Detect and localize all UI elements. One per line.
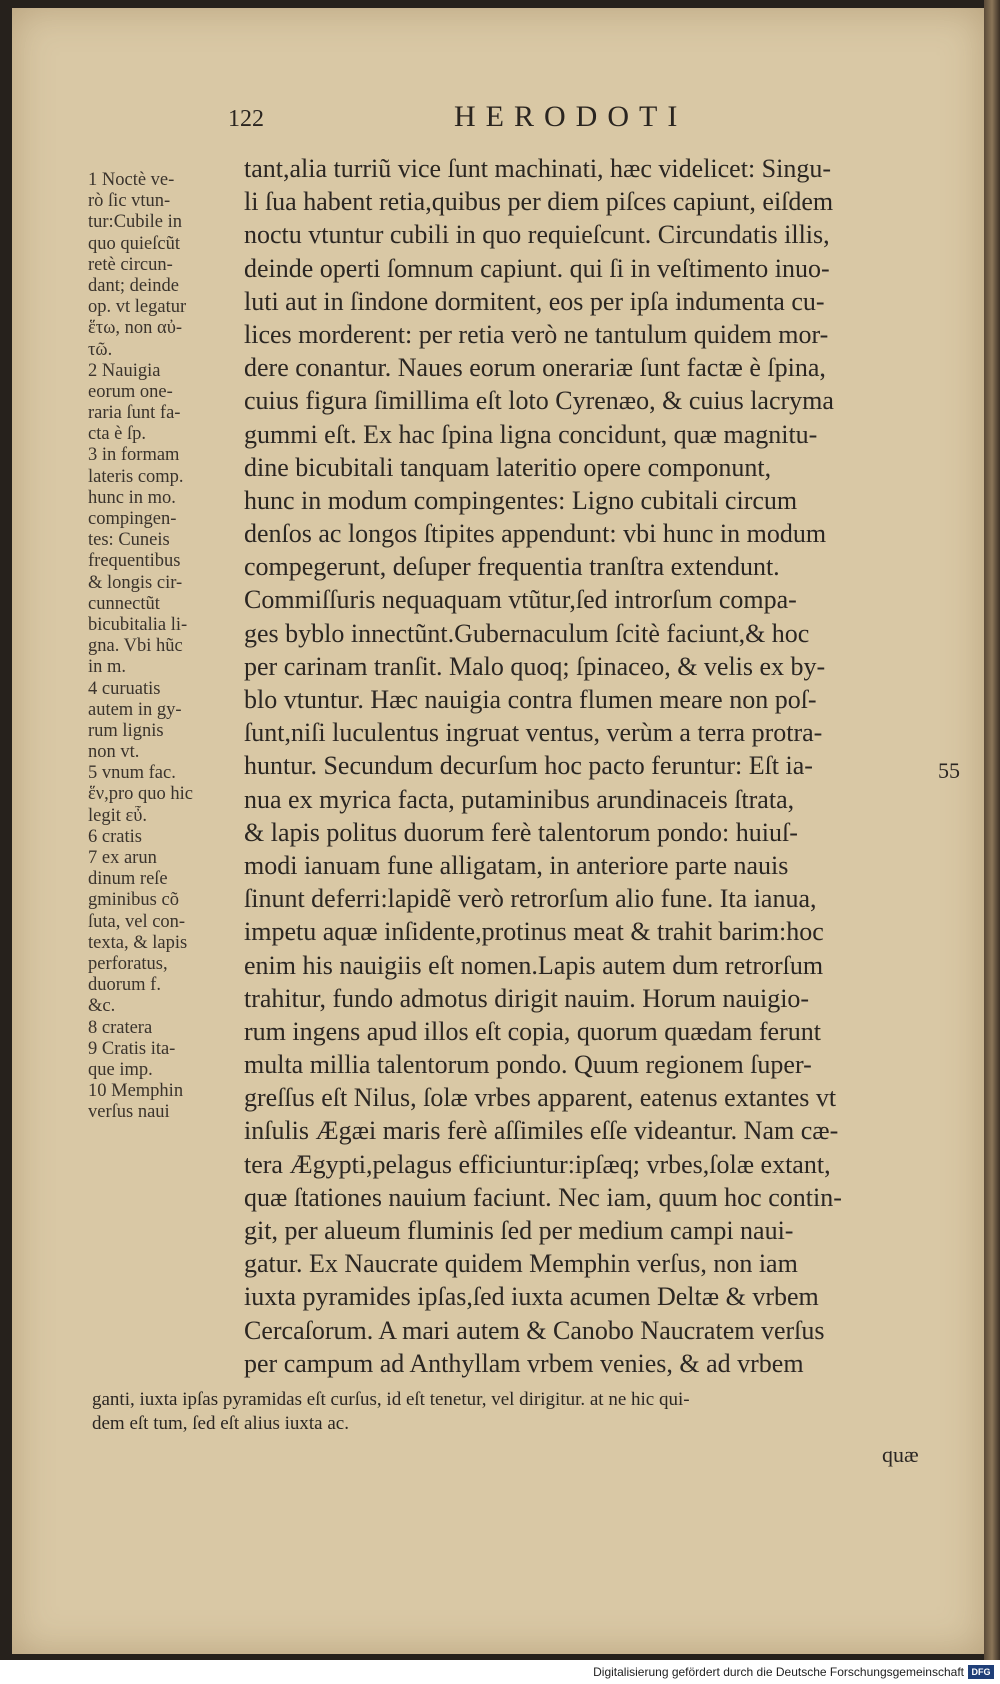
margin-note-line: 6 cratis bbox=[88, 826, 142, 847]
footnote-line: dem eſt tum, ſed eſt alius iuxta ac. bbox=[92, 1413, 349, 1434]
text-line: & lapis politus duorum ferè talentorum pondo: huiuſ- bbox=[244, 817, 798, 847]
margin-note-line: cunnectũt bbox=[88, 593, 160, 614]
margin-note-line: 10 Memphin bbox=[88, 1081, 184, 1102]
margin-note-line: dant; deinde bbox=[88, 275, 179, 296]
text-line: enim his nauigiis eſt nomen.Lapis autem dum retrorſum bbox=[244, 950, 824, 980]
margin-note-line: 2 Nauigia bbox=[88, 360, 161, 381]
margin-note-line: raria ſunt fa- bbox=[88, 403, 181, 424]
dfg-logo: DFG bbox=[968, 1665, 994, 1679]
margin-note-line: tes: Cuneis bbox=[88, 530, 170, 551]
margin-note-line: hunc in mo. bbox=[88, 487, 176, 508]
margin-note-line: rò ſic vtun- bbox=[88, 191, 171, 212]
margin-note-line: & longis cir- bbox=[88, 572, 183, 593]
text-line: gummi eſt. Ex hac ſpina ligna concidunt, quæ magnitu- bbox=[244, 419, 818, 449]
margin-note-line: 5 vnum fac. bbox=[88, 763, 176, 784]
text-line: trahitur, fundo admotus dirigit nauim. Horum nauigio- bbox=[244, 983, 810, 1013]
digitization-footer bbox=[0, 1662, 1000, 1684]
margin-note-line: legit εὖ. bbox=[88, 805, 148, 826]
main-text-column bbox=[244, 152, 936, 1380]
text-line: lices morderent: per retia verò ne tantulum quidem mor- bbox=[244, 319, 829, 349]
book-title: HERODOTI bbox=[454, 100, 688, 133]
text-line: cuius figura ſimillima eſt loto Cyrenæo, & cuius lacryma bbox=[244, 386, 834, 416]
margin-note-line: 1 Noctè ve- bbox=[88, 170, 175, 190]
text-line: multa millia talentorum pondo. Quum regionem ſuper- bbox=[244, 1050, 812, 1080]
margin-note-line: verſus naui bbox=[88, 1102, 170, 1123]
margin-note-line: op. vt legatur bbox=[88, 297, 187, 318]
text-line: inſulis Ægæi maris ferè aſſimiles eſſe videantur. Nam cæ- bbox=[244, 1116, 839, 1146]
margin-note-line: non vt. bbox=[88, 742, 140, 763]
text-line: dere conantur. Naues eorum onerariæ ſunt factæ è ſpina, bbox=[244, 353, 826, 383]
running-head bbox=[228, 100, 788, 140]
margin-note-line: compingen- bbox=[88, 509, 177, 529]
margin-note-line: frequentibus bbox=[88, 551, 181, 572]
text-line: greſſus eſt Nilus, ſolæ vrbes apparent, eatenus extantes vt bbox=[244, 1083, 837, 1113]
text-line: luti aut in ſindone dormitent, eos per ipſa indumenta cu- bbox=[244, 286, 825, 316]
text-line: denſos ac longos ſtipites appendunt: vbi hunc in modum bbox=[244, 519, 827, 549]
margin-note-line: 4 curuatis bbox=[88, 678, 161, 699]
text-line: impetu aquæ inſidente,protinus meat & trahit barim:hoc bbox=[244, 917, 824, 947]
footer-credit: Digitalisierung gefördert durch die Deutsche Forschungsgemeinschaft bbox=[593, 1665, 964, 1679]
margin-note-line: 7 ex arun bbox=[88, 848, 157, 868]
book-binding bbox=[984, 0, 1000, 1660]
margin-note-line: in m. bbox=[88, 657, 127, 678]
text-line: blo vtuntur. Hæc nauigia contra flumen meare non poſ- bbox=[244, 685, 817, 714]
text-line: git, per alueum fluminis ſed per medium campi naui- bbox=[244, 1216, 794, 1245]
margin-note-line: gminibus cõ bbox=[88, 890, 179, 911]
text-line: modi ianuam fune alligatam, in anteriore parte nauis bbox=[244, 850, 789, 880]
text-line: gatur. Ex Naucrate quidem Memphin verſus, non iam bbox=[244, 1249, 798, 1279]
section-number: 55 bbox=[938, 758, 960, 783]
margin-note-line: rum lignis bbox=[88, 720, 164, 741]
margin-note-line: texta, & lapis bbox=[88, 932, 188, 953]
text-line: deinde operti ſomnum capiunt. qui ſi in veſtimento inuo- bbox=[244, 253, 830, 283]
text-line: tant,alia turriũ vice ſunt machinati, hæc videlicet: Singu- bbox=[244, 154, 832, 183]
text-line: ſunt,niſi luculentus ingruat ventus, verùm a terra protra- bbox=[244, 718, 823, 748]
margin-note-line: perforatus, bbox=[88, 953, 168, 974]
text-line: li ſua habent retia,quibus per diem piſces capiunt, eiſdem bbox=[244, 187, 834, 217]
text-line: iuxta pyramides ipſas,ſed iuxta acumen Deltæ & vrbem bbox=[244, 1282, 819, 1312]
margin-note-line: lateris comp. bbox=[88, 466, 184, 487]
margin-note-line: ἕτω, non αὐ- bbox=[88, 318, 183, 339]
margin-notes bbox=[88, 170, 240, 1123]
margin-note-line: bicubitalia li- bbox=[88, 614, 188, 635]
footnote-line: ganti, iuxta ipſas pyramidas eſt curſus, id eſt tenetur, vel dirigitur. at ne hic qui- bbox=[92, 1389, 690, 1410]
text-line: dine bicubitali tanquam lateritio opere componunt, bbox=[244, 452, 772, 482]
text-line: ges byblo innectũnt.Gubernaculum ſcitè faciunt,& hoc bbox=[244, 618, 810, 648]
text-line: tera Ægypti,pelagus efficiuntur:ipſæq; vrbes,ſolæ extant, bbox=[244, 1149, 831, 1179]
margin-note-line: &c. bbox=[88, 996, 116, 1017]
text-line: Cercaſorum. A mari autem & Canobo Naucratem verſus bbox=[244, 1315, 825, 1345]
text-line: per campum ad Anthyllam vrbem venies, & ad vrbem bbox=[244, 1348, 804, 1378]
margin-note-line: ἕν,pro quo hic bbox=[88, 784, 194, 805]
margin-note-line: quo quieſcũt bbox=[88, 233, 180, 254]
margin-note-line: 3 in formam bbox=[88, 445, 180, 466]
margin-note-line: τῶ. bbox=[88, 339, 113, 360]
text-line: per carinam tranſit. Malo quoq; ſpinaceo, & velis ex by- bbox=[244, 651, 826, 681]
text-line: nua ex myrica facta, putaminibus arundinaceis ſtrata, bbox=[244, 784, 795, 814]
catchword: quæ bbox=[882, 1442, 919, 1467]
margin-note-line: dinum reſe bbox=[88, 869, 168, 890]
text-line: ſinunt deferri:lapidẽ verò retrorſum alio fune. Ita ianua, bbox=[244, 884, 817, 914]
page-number: 122 bbox=[228, 106, 264, 132]
margin-note-line: eorum one- bbox=[88, 381, 173, 402]
margin-note-line: autem in gy- bbox=[88, 699, 182, 720]
text-line: rum ingens apud illos eſt copia, quorum quædam ferunt bbox=[244, 1016, 821, 1046]
margin-note-line: gna. Vbi hũc bbox=[88, 636, 183, 657]
margin-note-line: tur:Cubile in bbox=[88, 212, 183, 233]
text-line: huntur. Secundum decurſum hoc pacto feruntur: Eſt ia- bbox=[244, 751, 813, 781]
margin-note-line: ſuta, vel con- bbox=[88, 911, 186, 932]
text-line: hunc in modum compingentes: Ligno cubitali circum bbox=[244, 485, 798, 515]
text-line: noctu vtuntur cubili in quo requieſcunt. Circundatis illis, bbox=[244, 220, 830, 250]
text-line: compegerunt, deſuper frequentia tranſtra extendunt. bbox=[244, 552, 780, 582]
text-line: Commiſſuris nequaquam vtũtur,ſed introrſum compa- bbox=[244, 585, 797, 615]
margin-note-line: que imp. bbox=[88, 1059, 153, 1080]
margin-note-line: duorum f. bbox=[88, 975, 161, 996]
margin-note-line: 9 Cratis ita- bbox=[88, 1038, 176, 1059]
text-line: quæ ſtationes nauium faciunt. Nec iam, quum hoc contin- bbox=[244, 1182, 842, 1212]
footnote-continuation bbox=[92, 1388, 912, 1436]
margin-note-line: cta è ſp. bbox=[88, 424, 147, 445]
margin-note-line: 8 cratera bbox=[88, 1017, 153, 1038]
margin-note-line: retè circun- bbox=[88, 254, 173, 275]
